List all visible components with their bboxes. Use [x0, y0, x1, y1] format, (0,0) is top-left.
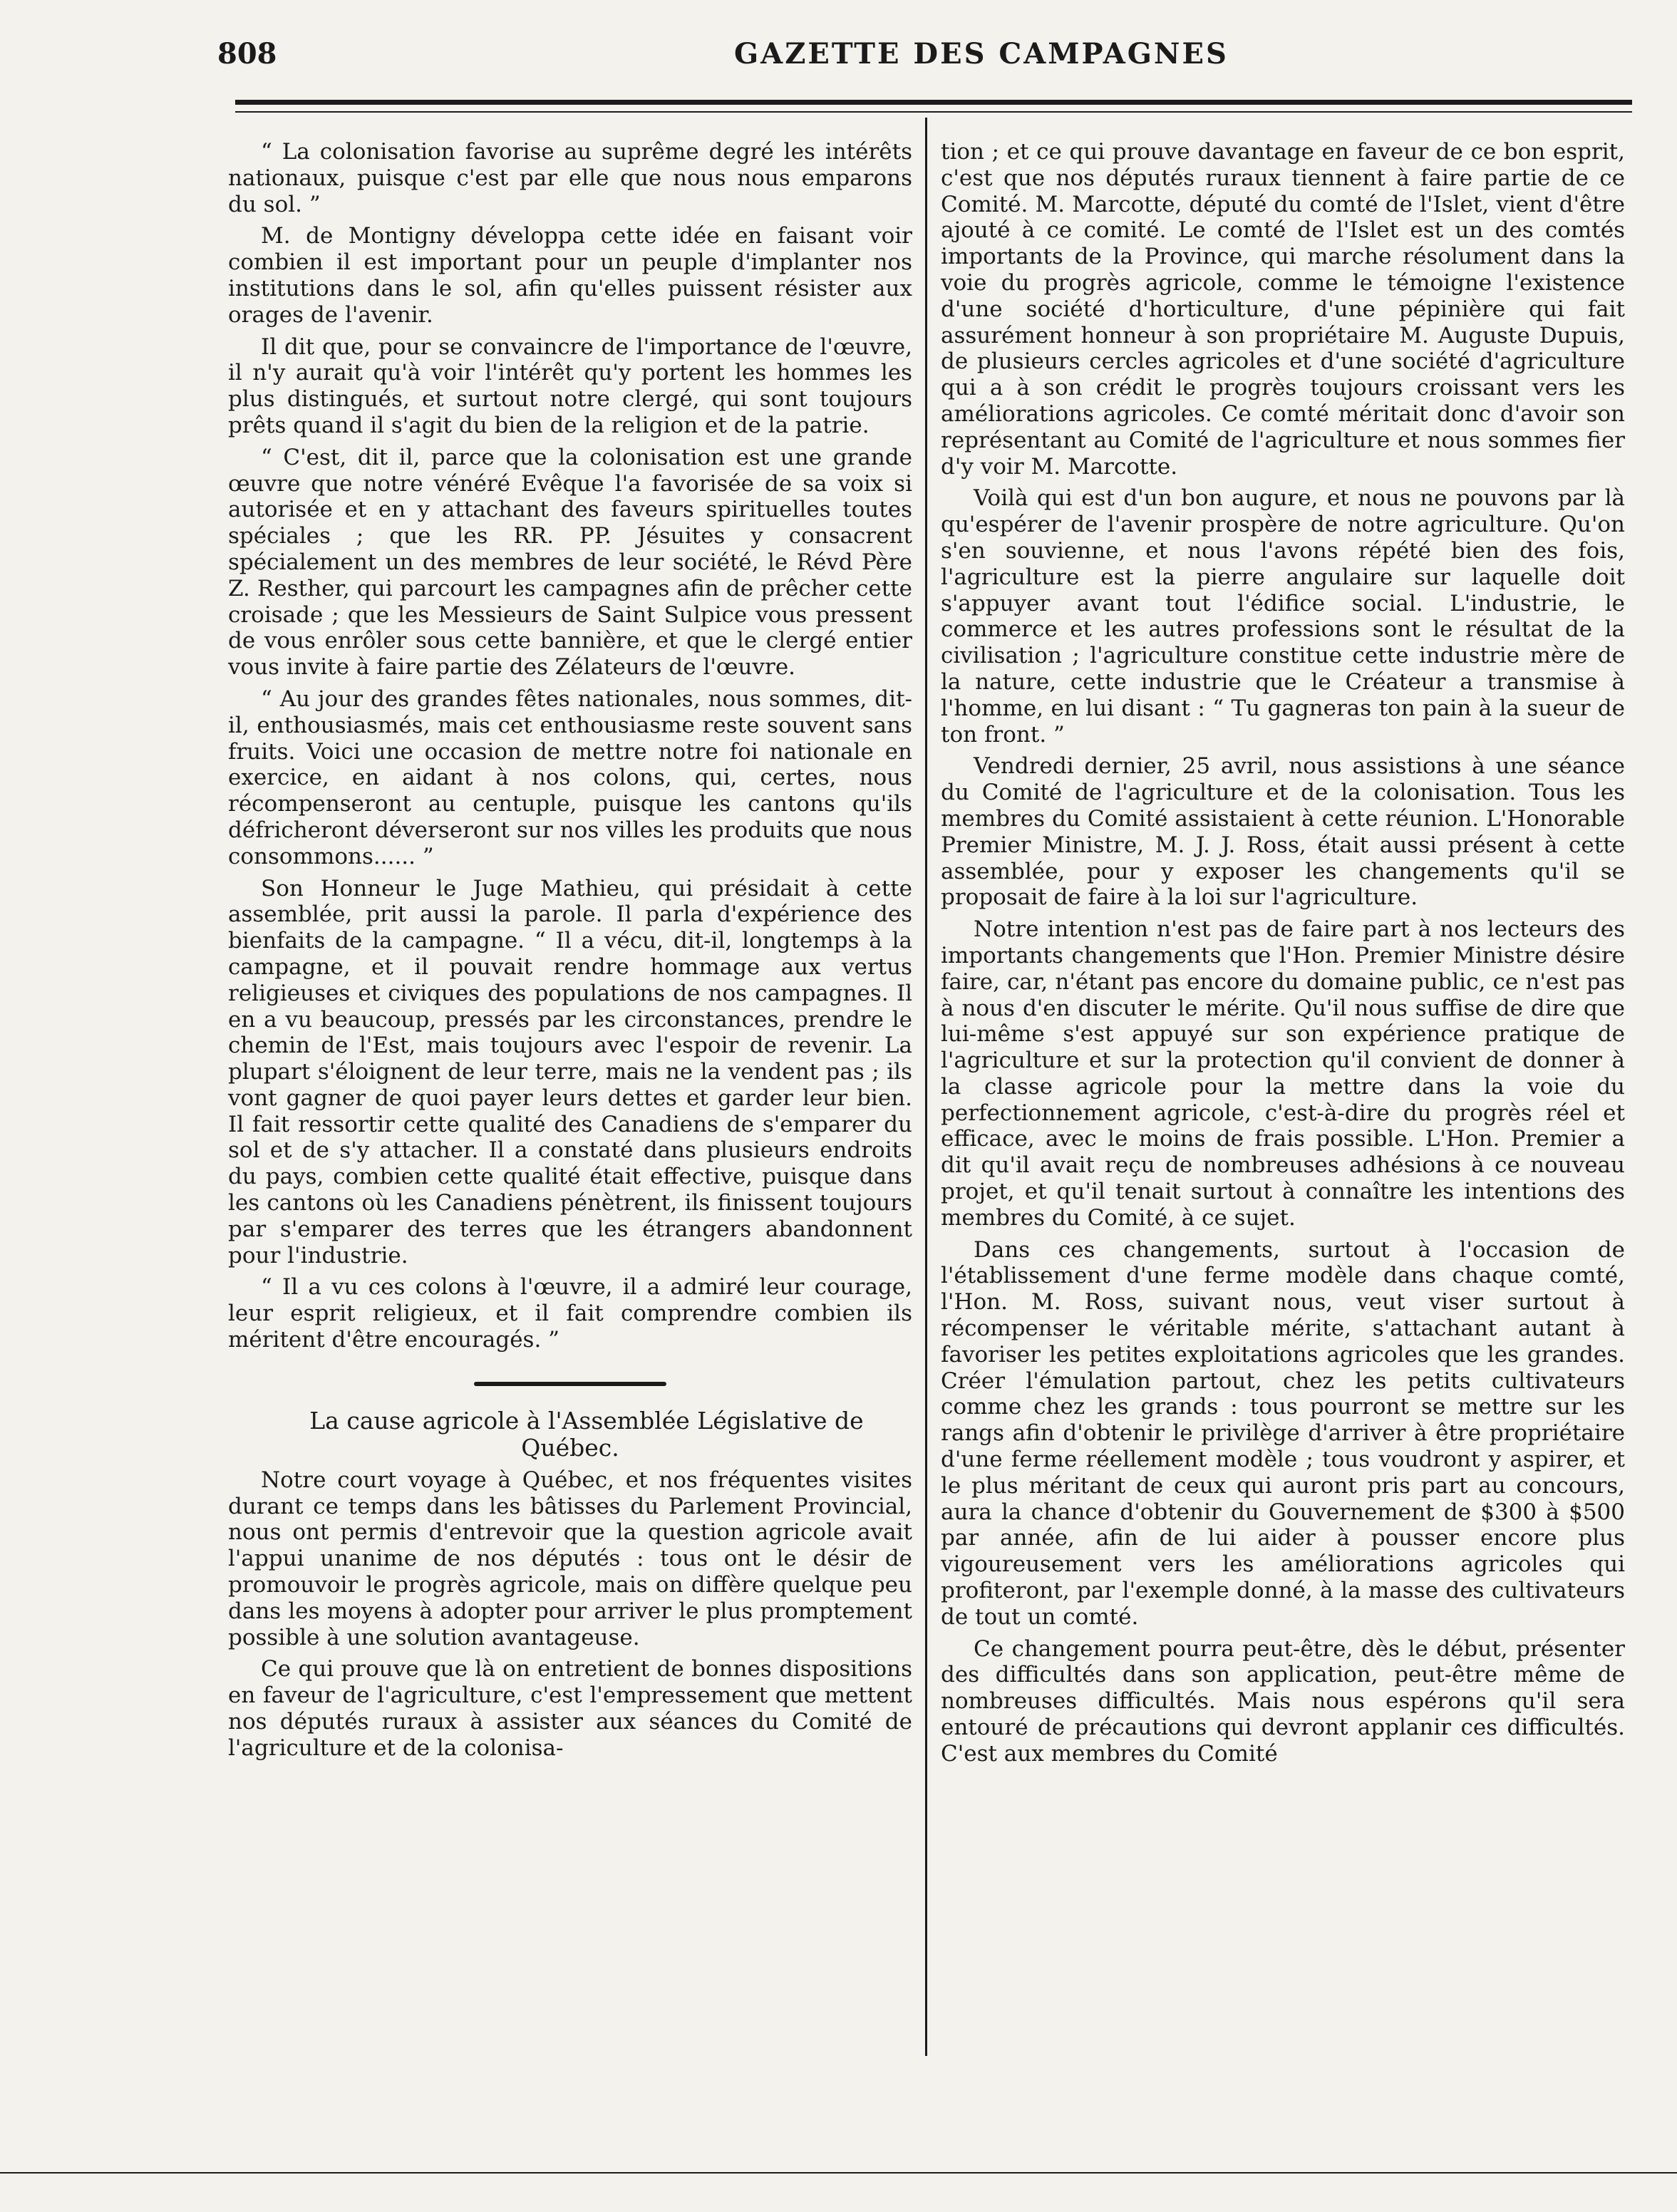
- bottom-rule: [0, 2172, 1677, 2174]
- paragraph: Voilà qui est d'un bon augure, et nous ne pouvons par là qu'espérer de l'avenir prospère de notre agriculture. Qu'on s'en souvienne, et nous l'avons répété bien des fois, l'agriculture est la pierre angulaire sur laquelle doit s'appuyer avant tout l'édifice social. L'industrie, le commerce et les autres professions sont le résultat de la civilisation ; l'agriculture constitue cette industrie mère de la nature, cette industrie que le Créateur a transmise à l'homme, en lui disant : “ Tu gagneras ton pain à la sueur de ton front. ”: [941, 485, 1625, 748]
- right-column: [941, 139, 1625, 1773]
- paragraph: Dans ces changements, surtout à l'occasion de l'établissement d'une ferme modèle dans chaque comté, l'Hon. M. Ross, suivant nous, veut viser surtout à récompenser le véritable mérite, s'attachant autant à favoriser les petites exploitations agricoles que les grandes. Créer l'émulation partout, chez les petits cultivateurs comme chez les grands : tous pourront se mettre sur les rangs afin d'obtenir le privilège d'arriver à être propriétaire d'une ferme réellement modèle ; tous voudront y aspirer, et le plus méritant de ceux qui auront pris part au concours, aura la chance d'obtenir du Gouvernement de $300 à $500 par année, afin de lui aider à pousser encore plus vigoureusement vers les améliorations agricoles qui profiteront, par l'exemple donné, à la masse des cultivateurs de tout un comté.: [941, 1236, 1625, 1630]
- publication-title: GAZETTE DES CAMPAGNES: [734, 37, 1229, 71]
- paragraph: Son Honneur le Juge Mathieu, qui présidait à cette assemblée, prit aussi la parole. Il parla d'expérience des bienfaits de la campagne. “ Il a vécu, dit-il, longtemps à la campagne, et il pouvait rendre hommage aux vertus religieuses et civiques des populations de nos campagnes. Il en a vu beaucoup, pressés par les circonstances, prendre le chemin de l'Est, mais toujours avec l'espoir de revenir. La plupart s'éloignent de leur terre, mais ne la vendent pas ; ils vont gagner de quoi payer leurs dettes et garder leur bien. Il fait ressortir cette qualité des Canadiens de s'emparer du sol et de s'y attacher. Il a constaté dans plusieurs endroits du pays, combien cette qualité était effective, puisque dans les cantons où les Canadiens pénètrent, ils finissent toujours par s'emparer des terres que les étrangers abandonnent pour l'industrie.: [228, 875, 912, 1268]
- paragraph: Ce changement pourra peut-être, dès le début, présenter des difficultés dans son application, peut-être même de nombreuses difficultés. Mais nous espérons qu'il sera entouré de précautions qui devront applanir ces difficultés. C'est aux membres du Comité: [941, 1635, 1625, 1767]
- paragraph: Vendredi dernier, 25 avril, nous assistions à une séance du Comité de l'agriculture et de la colonisation. Tous les membres du Comité assistaient à cette réunion. L'Honorable Premier Ministre, M. J. J. Ross, était aussi présent à cette assemblée, pour y exposer les changements qu'il se proposait de faire à la loi sur l'agriculture.: [941, 753, 1625, 911]
- left-column: [228, 139, 912, 1767]
- page-number: 808: [217, 37, 277, 71]
- header-thick-rule: [235, 100, 1632, 105]
- page-header: [0, 37, 1677, 73]
- paragraph: “ Au jour des grandes fêtes nationales, nous sommes, dit-il, enthousiasmés, mais cet enthousiasme reste souvent sans fruits. Voici une occasion de mettre notre foi nationale en exercice, en aidant à nos colons, qui, certes, nous récompenseront au centuple, puisque les cantons qu'ils défricheront déverseront sur nos villes les produits que nous consommons...... ”: [228, 686, 912, 869]
- paragraph: Ce qui prouve que là on entretient de bonnes dispositions en faveur de l'agriculture, c'est l'empressement que mettent nos députés ruraux à assister aux séances du Comité de l'agriculture et de la colonisa-: [228, 1656, 912, 1761]
- paragraph: Notre court voyage à Québec, et nos fréquentes visites durant ce temps dans les bâtisses du Parlement Provincial, nous ont permis d'entrevoir que la question agricole avait l'appui unanime de nos députés : tous ont le désir de promouvoir le progrès agricole, mais on diffère quelque peu dans les moyens à adopter pour arriver le plus promptement possible à une solution avantageuse.: [228, 1467, 912, 1650]
- header-thin-rule: [235, 111, 1632, 113]
- paragraph: Notre intention n'est pas de faire part à nos lecteurs des importants changements que l'Hon. Premier Ministre désire faire, car, n'étant pas encore du domaine public, ce n'est pas à nous d'en discuter le mérite. Qu'il nous suffise de dire que lui-même s'est appuyé sur son expérience pratique de l'agriculture et sur la protection qu'il convient de donner à la classe agricole pour la mettre dans la voie du perfectionnement agricole, c'est-à-dire du progrès réel et efficace, avec le moins de frais possible. L'Hon. Premier a dit qu'il avait reçu de nombreuses adhésions à ce nouveau projet, et qu'il tenait surtout à connaître les intentions des membres du Comité, à ce sujet.: [941, 916, 1625, 1231]
- paragraph: “ Il a vu ces colons à l'œuvre, il a admiré leur courage, leur esprit religieux, et il fait comprendre combien ils méritent d'être encouragés. ”: [228, 1274, 912, 1353]
- column-divider: [925, 118, 927, 2056]
- paragraph: tion ; et ce qui prouve davantage en faveur de ce bon esprit, c'est que nos députés ruraux tiennent à faire partie de ce Comité. M. Marcotte, député du comté de l'Islet, vient d'être ajouté à ce comité. Le comté de l'Islet est un des comtés importants de la Province, qui marche résolument dans la voie du progrès agricole, comme le témoigne l'existence d'une société d'horticulture, d'une pépinière qui fait assurément honneur à son propriétaire M. Auguste Dupuis, de plusieurs cercles agricoles et d'une société d'agriculture qui a à son crédit le progrès toujours croissant vers les améliorations agricoles. Ce comté méritait donc d'avoir son représentant au Comité de l'agriculture et nous sommes fier d'y voir M. Marcotte.: [941, 139, 1625, 480]
- paragraph: “ C'est, dit il, parce que la colonisation est une grande œuvre que notre vénéré Evêque l'a favorisée de sa voix si autorisée et en y attachant des faveurs spirituelles toutes spéciales ; que les RR. PP. Jésuites y consacrent spécialement un des membres de leur société, le Révd Père Z. Resther, qui parcourt les campagnes afin de prêcher cette croisade ; que les Messieurs de Saint Sulpice vous pressent de vous enrôler sous cette bannière, et que le clergé entier vous invite à faire partie des Zélateurs de l'œuvre.: [228, 444, 912, 681]
- paragraph: M. de Montigny développa cette idée en faisant voir combien il est important pour un peuple d'implanter nos institutions dans le sol, afin qu'elles puissent résister aux orages de l'avenir.: [228, 223, 912, 328]
- paragraph: Il dit que, pour se convaincre de l'importance de l'œuvre, il n'y aurait qu'à voir l'intérêt qu'y portent les hommes les plus distingués, et surtout notre clergé, qui sont toujours prêts quand il s'agit du bien de la religion et de la patrie.: [228, 334, 912, 438]
- paragraph: “ La colonisation favorise au suprême degré les intérêts nationaux, puisque c'est par elle que nous nous emparons du sol. ”: [228, 139, 912, 217]
- section-divider: [474, 1382, 666, 1386]
- section-heading: La cause agricole à l'Assemblée Législative de Québec.: [309, 1406, 864, 1462]
